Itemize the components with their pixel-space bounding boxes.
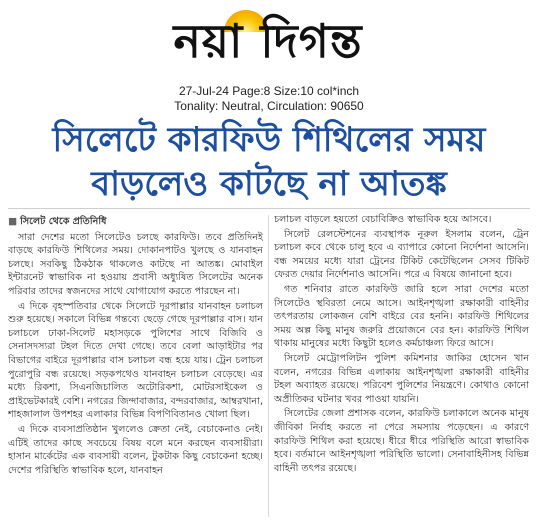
article-body bbox=[8, 208, 530, 521]
masthead bbox=[0, 0, 538, 80]
paragraph: সিলেটের জেলা প্রশাসক বলেন, কারফিউ চলাকালে অনেক মানুষ জীবিকা নির্বাহ করতে না পেরে সমস্যায় পড়েছেন। এ কারণে কারফিউ শিথিল করা হয়েছে। ধীরে ধীরে পরিস্থিতি আরো স্বাভাবিক হবে। বর্তমানে আইনশৃঙ্খলা পরিস্থিতি ভালো। সেনাবাহিনীসহ বিভিন্ন বাহিনী তৎপর রয়েছে। bbox=[274, 408, 529, 474]
newspaper-logo bbox=[140, 8, 396, 74]
clipping-metadata bbox=[0, 84, 538, 114]
clip-meta-line-2: Tonality: Neutral, Circulation: 90650 bbox=[174, 99, 364, 113]
headline-line-2: বাড়লেও কাটছে না আতঙ্ক bbox=[91, 164, 447, 204]
paragraph: গত শনিবার রাতে কারফিউ জারি হলে সারা দেশের মতো সিলেটেও স্থবিরতা নেমে আসে। আইনশৃঙ্খলা রক্ষাকারী বাহিনীর তৎপরতায় লোকজন বেশি বাইরে বের হননি। কারফিউ শিথিলের সময় অল্প কিছু মানুষ জরুরি প্রয়োজনে বের হন। কারফিউ শিথিল থাকায় মানুষের মধ্যে কিছুটা হলেও কর্মচাঞ্চল্য ফিরে আসে। bbox=[274, 283, 529, 350]
clip-meta-line-1: 27-Jul-24 Page:8 Size:10 col*inch bbox=[178, 84, 360, 98]
paragraph: সিলেট মেট্রোপলিটন পুলিশ কমিশনার জাকির হোসেন খান বলেন, নগরের বিভিন্ন এলাকায় আইনশৃঙ্খলা রক্ষাকারী বাহিনীর টহল অব্যাহত রয়েছে। পরিবেশ পুলিশের নিয়ন্ত্রণে। কোথাও কোনো অপ্রীতিকর ঘটনার খবর পাওয়া যায়নি। bbox=[274, 352, 529, 405]
paragraph: সিলেট রেলস্টেশনের ব্যবস্থাপক নূরুল ইসলাম বলেন, ট্রেন চলাচল কবে থেকে চালু হবে এ ব্যাপারে কোনো নির্দেশনা আসেনি। বন্ধ সময়ের মধ্যে যারা ট্রেনের টিকিট কেটেছিলেন সেসব টিকিট ফেরত দেয়ার নির্দেশনাও আসেনি। পরে এ বিষয়ে জানানো হবে। bbox=[274, 228, 529, 281]
article-headline bbox=[10, 118, 528, 206]
byline-text: সিলেট থেকে প্রতিনিধি bbox=[20, 216, 107, 227]
article-column-left bbox=[8, 213, 263, 519]
bullet-icon: ■ bbox=[8, 216, 18, 227]
paragraph: সারা দেশের মতো সিলেটেও চলছে কারফিউ। তবে প্রতিদিনই বাড়ছে কারফিউ শিথিলের সময়। দোকানপাটও খুলছে ও যানবাহন চলছে। সবকিছু ঠিকঠাক থাকলেও কাটছে না আতঙ্ক। মোবাইল ইন্টারনেট স্বাভাবিক না হওয়ায় প্রবাসী অধ্যুষিত সিলেটের অনেক পরিবার তাদের স্বজনদের সাথে যোগাযোগ করতে পারছেন না। bbox=[8, 231, 263, 297]
byline bbox=[8, 215, 263, 229]
column-divider bbox=[268, 215, 269, 517]
paragraph: এ দিকে বৃহস্পতিবার থেকে সিলেটে দূরপাল্লার যানবাহন চলাচল শুরু হয়েছে। সকালে বিভিন্ন গন্তব্যে ছেড়ে গেছে দূরপাল্লার বাস। যান চলাচলে ঢাকা-সিলেট মহাসড়কে পুলিশের সাথে বিজিবি ও সেনাসদস্যরা টহল দিতে দেখা গেছে। তবে বেলা আড়াইটার পর বিভাগের বাইরে দূরপাল্লার বাস চলাচল বন্ধ হয়ে যায়। ট্রেন চলাচল পুরোপুরি বন্ধ রয়েছে। সড়কপথেও যানবাহন চলাচল বেড়েছে। এর মধ্যে রিকশা, সিএনজিচালিত অটোরিকশা, মোটরসাইকেল ও প্রাইভেটকারই বেশি। নগরের জিন্দাবাজার, বন্দরবাজার, আম্বরখানা, শাহজালাল উপশহর এলাকার বিভিন্ন বিপণিবিতানও খোলা ছিল। bbox=[8, 300, 263, 421]
logo-text: নয়া দিগন্ত bbox=[173, 14, 363, 68]
headline-line-1: সিলেটে কারফিউ শিথিলের সময় bbox=[52, 120, 486, 160]
paragraph: এ দিকে ব্যবসাপ্রতিষ্ঠান খুললেও ক্রেতা নেই, বেচাকেনাও নেই। এটিই তাদের কাছে সবচেয়ে বিষয় বলে মনে করছেন ব্যবসায়ীরা। হাসান মার্কেটের এক ব্যবসায়ী বলেন, টুকটাক কিছু বেচাকেনা হচ্ছে। দেশের পরিস্থিতি স্বাভাবিক হলে, যানবাহন bbox=[8, 423, 263, 476]
article-column-right bbox=[274, 213, 529, 519]
paragraph: চলাচল বাড়লে হয়তো বেচাবিক্রিও স্বাভাবিক হয়ে আসবে। bbox=[274, 214, 492, 225]
